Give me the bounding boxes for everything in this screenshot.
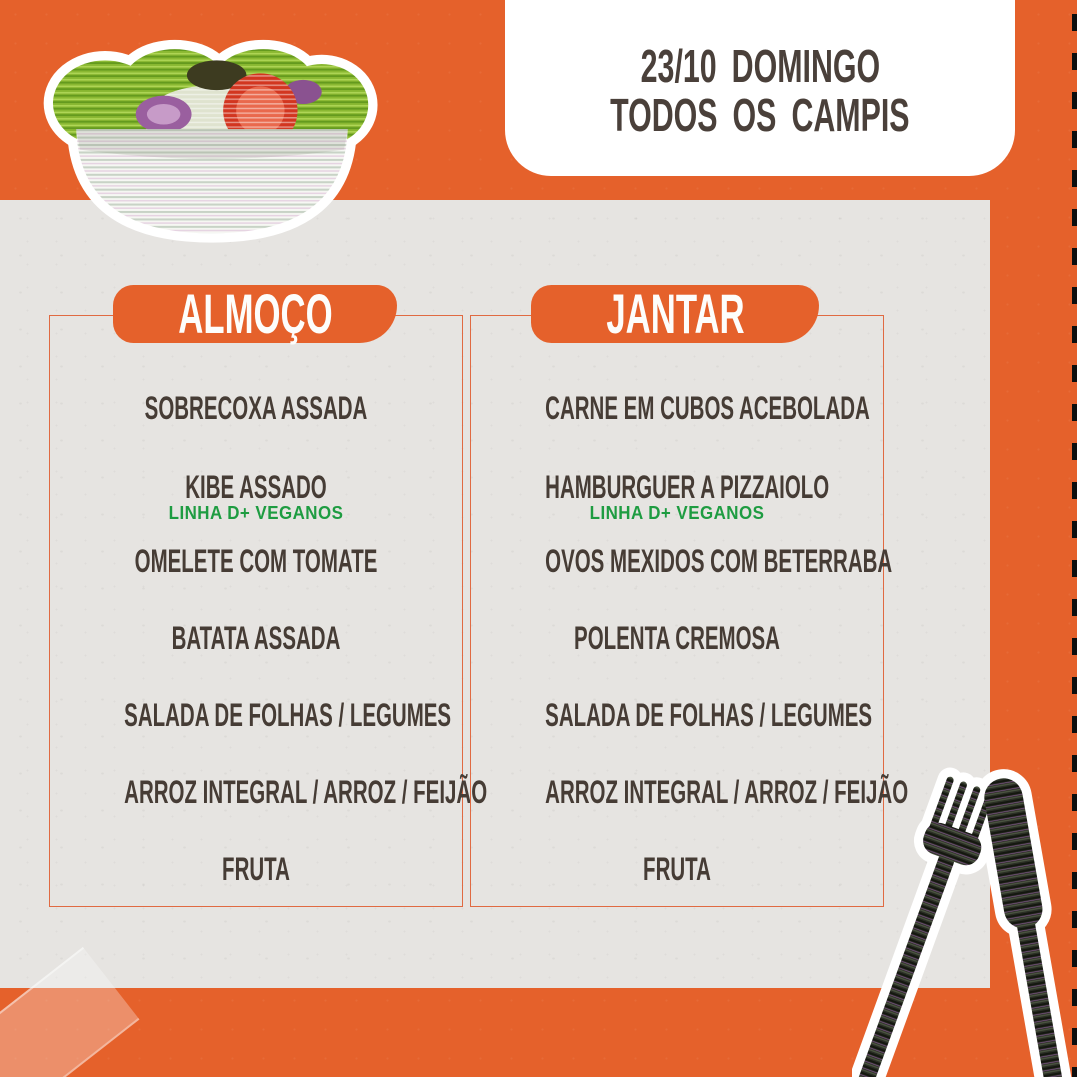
- dinner-item-6: ARROZ INTEGRAL / ARROZ / FEIJÃO: [545, 774, 909, 810]
- lunch-item-3: OMELETE COM TOMATE: [134, 543, 378, 579]
- lunch-item-1: SOBRECOXA ASSADA: [144, 390, 368, 426]
- lunch-item-7: FRUTA: [222, 851, 290, 887]
- lunch-item-4: BATATA ASSADA: [171, 620, 341, 656]
- lunch-item-2: KIBE ASSADO: [185, 469, 327, 505]
- dinner-item-4: POLENTA CREMOSA: [574, 620, 780, 656]
- dinner-item-1: CARNE EM CUBOS ACEBOLADA: [545, 390, 870, 426]
- dinner-badge: [531, 282, 819, 345]
- dinner-item-2: HAMBURGUER A PIZZAIOLO: [545, 469, 830, 505]
- date-line: 23/10 DOMINGO: [640, 40, 880, 92]
- dinner-menu-box: [470, 315, 909, 907]
- lunch-item-6: ARROZ INTEGRAL / ARROZ / FEIJÃO: [124, 774, 488, 810]
- lunch-badge-label: ALMOÇO: [177, 282, 333, 345]
- fork-knife-icon: [852, 766, 1077, 1077]
- lunch-vegan-label: LINHA D+ VEGANOS: [168, 503, 344, 523]
- salad-bowl-icon: [26, 6, 398, 256]
- lunch-badge: [113, 282, 397, 345]
- campus-line: TODOS OS CAMPIS: [610, 89, 910, 141]
- dinner-item-3: OVOS MEXIDOS COM BETERRABA: [545, 543, 893, 579]
- lunch-menu-box: [49, 315, 488, 907]
- dinner-item-5: SALADA DE FOLHAS / LEGUMES: [545, 697, 873, 733]
- dinner-vegan-label: LINHA D+ VEGANOS: [589, 503, 765, 523]
- date-header-card: [505, 0, 1015, 176]
- lunch-item-5: SALADA DE FOLHAS / LEGUMES: [124, 697, 452, 733]
- dinner-item-7: FRUTA: [643, 851, 711, 887]
- dinner-badge-label: JANTAR: [605, 282, 745, 345]
